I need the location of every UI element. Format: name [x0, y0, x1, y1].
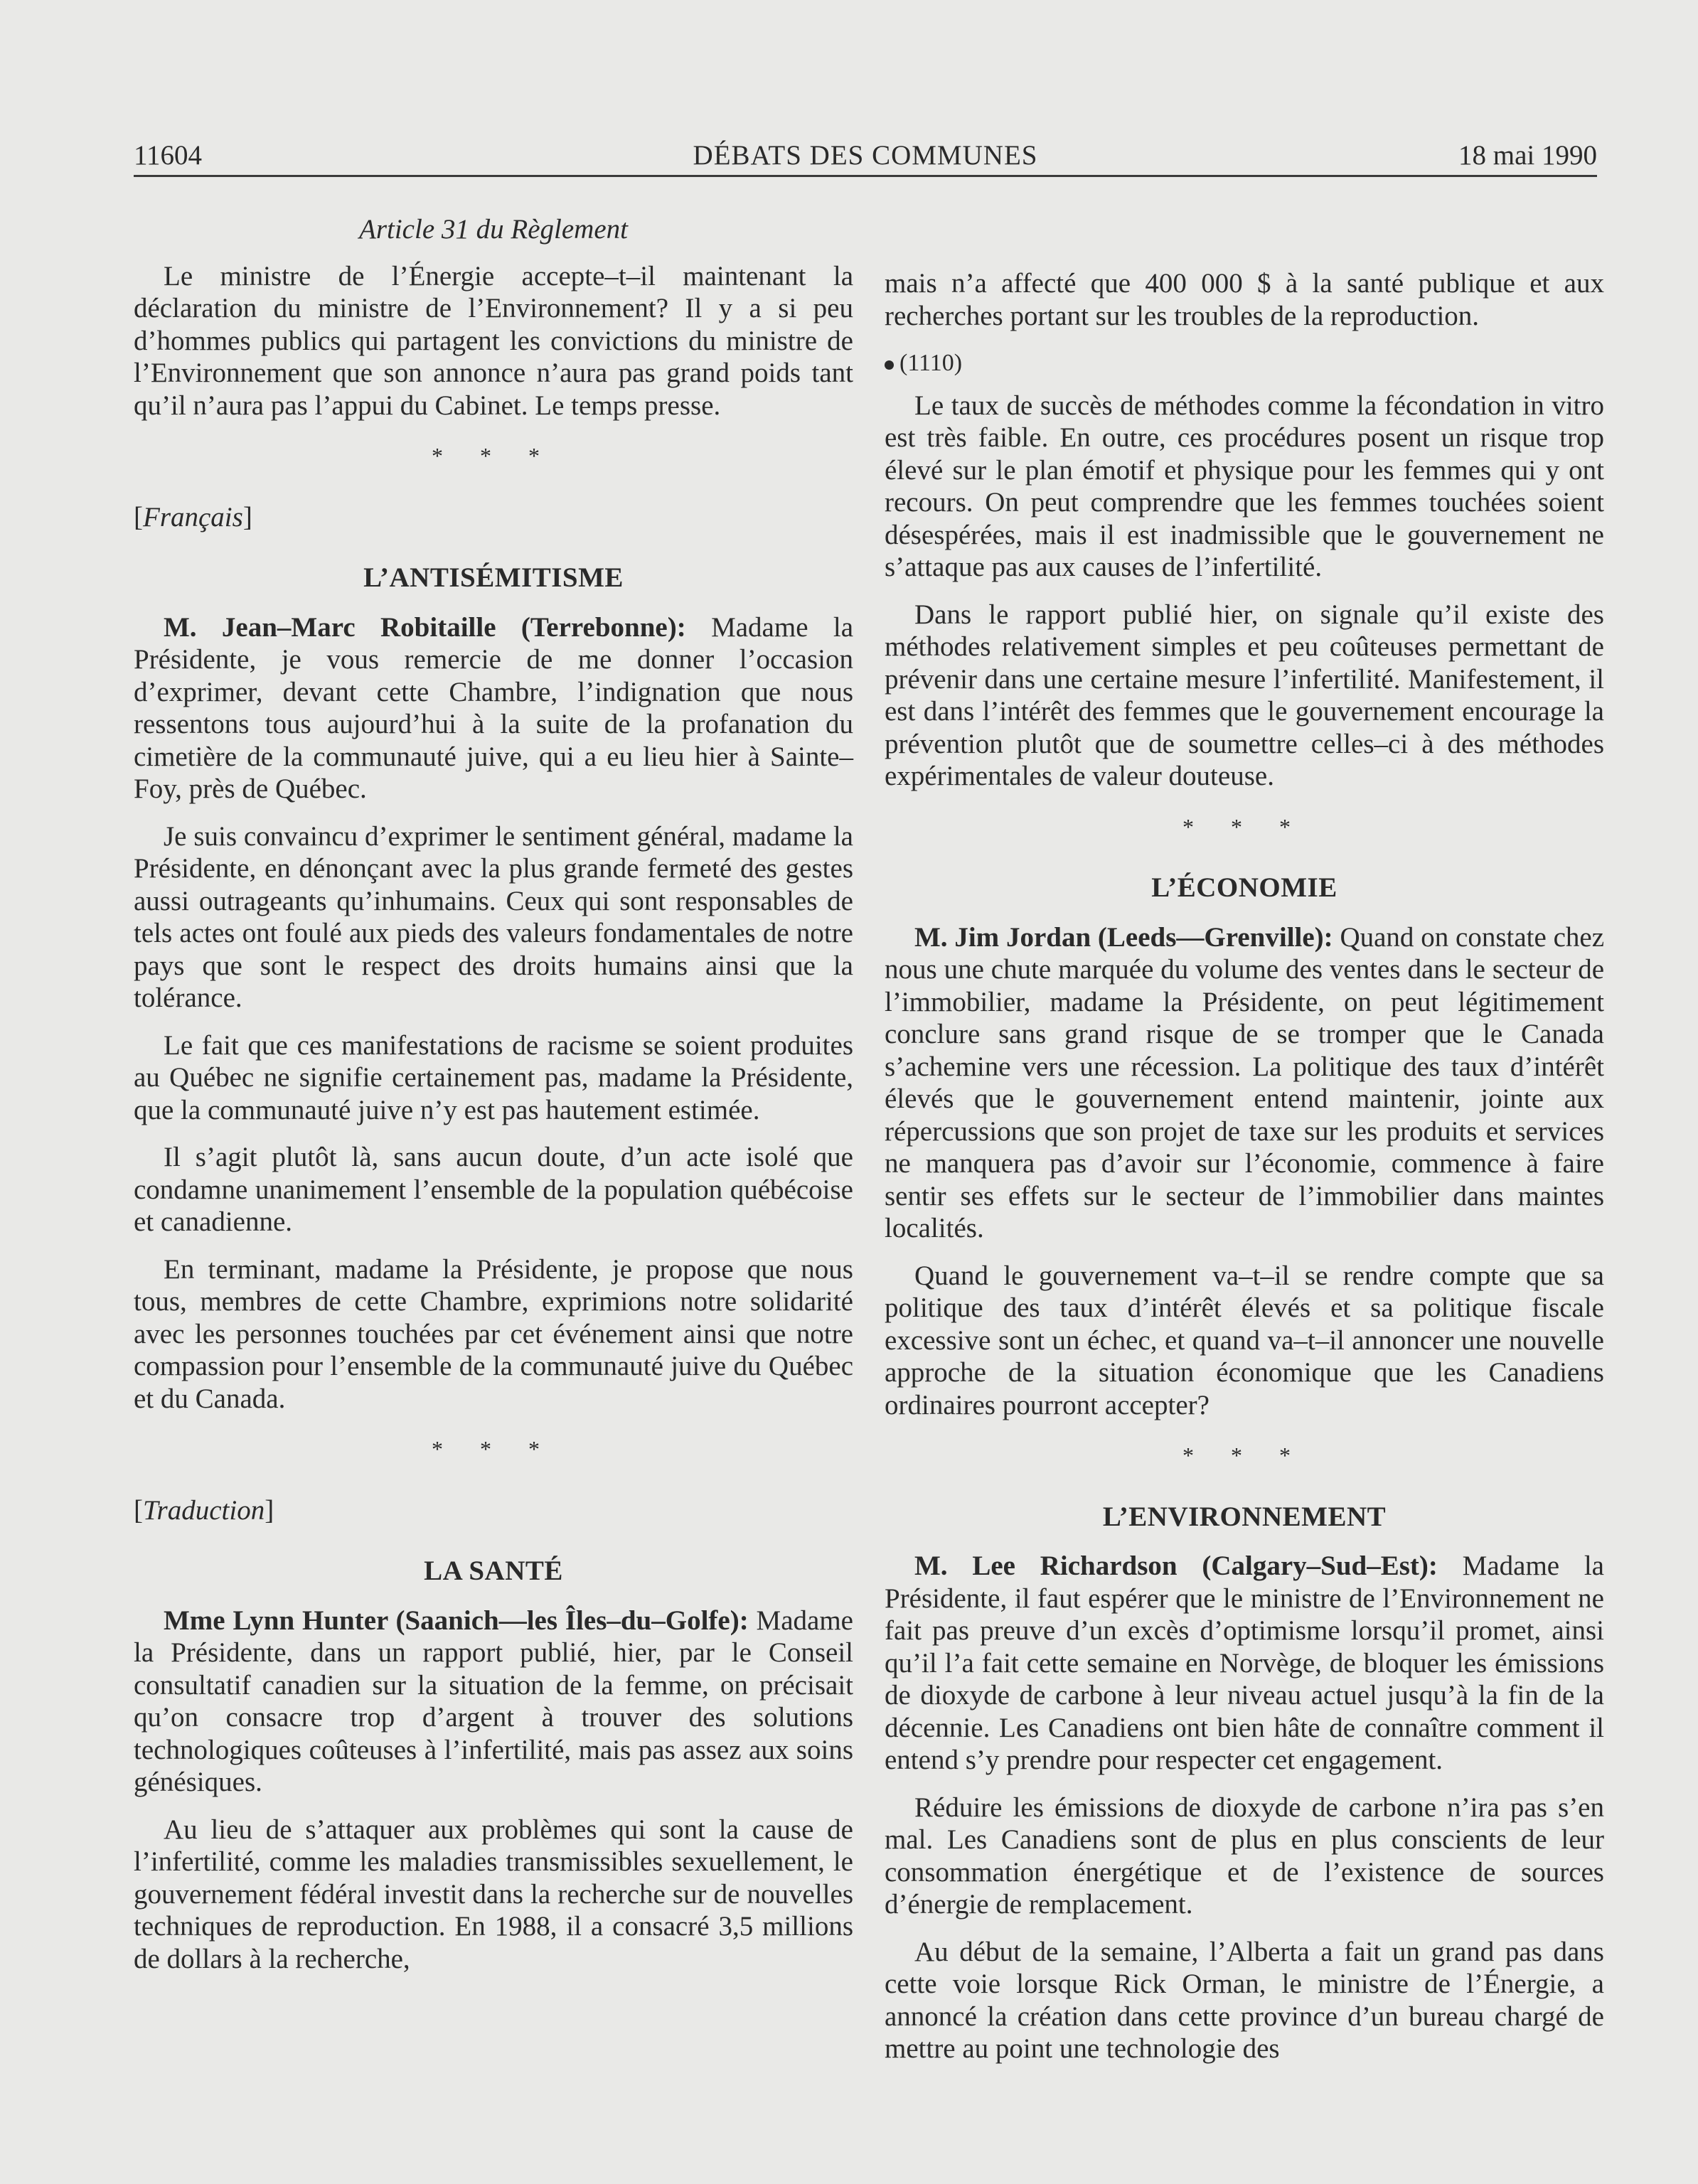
paragraph: [134, 1605, 853, 1799]
section-heading: L’ENVIRONNEMENT: [1102, 1501, 1387, 1532]
language-tag: [Français]: [134, 501, 252, 532]
paragraph: Au lieu de s’attaquer aux problèmes qui sont la cause de l’infertilité, comme les maladies transmissibles sexuellement, le gouvernement fédéral investit dans la recherche sur de nouvelles techniques de reproduction. En 1988, il a consacré 3,5 millions de dollars à la recherche,: [134, 1814, 853, 1974]
speaker-name: M. Lee Richardson (Calgary–Sud–Est):: [914, 1551, 1438, 1581]
page-number: 11604: [134, 140, 203, 171]
paragraph: Je suis convaincu d’exprimer le sentiment général, madame la Présidente, en dénonçant avec la plus grande fermeté des gestes aussi outrageants qu’inhumains. Ceux qui sont responsables de tels actes ont foulé aux pieds des valeurs fondamentales de notre pays que sont le respect des droits humains ainsi que la tolérance.: [134, 820, 853, 1013]
section-separator: * * *: [1182, 813, 1306, 840]
speech-text: Quand on constate chez nous une chute marquée du volume des ventes dans le secteur de l’immobilier, madame la Présidente, on peut légitimement conclure sans grand risque de se tromper que le Canada s’achemine vers une récession. La politique des taux d’intérêt élevés que le gouvernement entend maintenir, jointe aux répercussions que son projet de taxe sur les produits et services ne manquera pas d’avoir sur l’économie, commence à faire sentir ses effets sur le secteur de l’immobilier dans maintes localités.: [885, 921, 1605, 1243]
speaker-name: M. Jean–Marc Robitaille (Terrebonne):: [164, 611, 686, 643]
bullet-icon: [885, 360, 894, 370]
right-column: [885, 267, 1604, 2080]
section-heading: L’ANTISÉMITISME: [363, 562, 624, 593]
paragraph: mais n’a affecté que 400 000 $ à la santé publique et aux recherches portant sur les troubles de la reproduction.: [885, 268, 1604, 331]
left-column: [134, 213, 853, 1990]
paragraph: [885, 1550, 1604, 1777]
time-marker-text: (1110): [899, 350, 963, 376]
speech-text: Madame la Présidente, dans un rapport publié, hier, par le Conseil consultatif canadien sur la situation de la femme, on précisait qu’on consacre trop d’argent à trouver des solutions technologiques coûteuses à l’infertilité, mais pas assez aux soins génésiques.: [134, 1605, 853, 1797]
time-marker: [885, 347, 1604, 380]
section-heading: L’ÉCONOMIE: [1151, 872, 1337, 903]
language-label: Traduction: [143, 1494, 265, 1526]
paragraph: Dans le rapport publié hier, on signale qu’il existe des méthodes relativement simples et peu coûteuses permettant de prévenir dans une certaine mesure l’infertilité. Manifestement, il est dans l’intérêt des femmes que le gouvernement encourage la prévention plutôt que de soumettre celles–ci à des méthodes expérimentales de valeur douteuse.: [885, 599, 1604, 791]
section-separator: * * *: [1182, 1442, 1306, 1468]
paragraph: Quand le gouvernement va–t–il se rendre compte que sa politique des taux d’intérêt élevés et sa politique fiscale excessive sont un échec, et quand va–t–il annoncer une nouvelle approche de la situation économique que les Canadiens ordinaires pourront accepter?: [885, 1260, 1604, 1420]
speaker-name: Mme Lynn Hunter (Saanich—les Îles–du–Golfe):: [164, 1605, 749, 1636]
paragraph: [134, 611, 853, 805]
paragraph: Le ministre de l’Énergie accepte–t–il maintenant la déclaration du ministre de l’Environnement? Il y a si peu d’hommes publics qui partagent les convictions du ministre de l’Environnement que son annonce n’aura pas grand poids tant qu’il n’aura pas l’appui du Cabinet. Le temps presse.: [134, 260, 853, 421]
section-subhead: Article 31 du Règlement: [359, 214, 628, 245]
publication-date: 18 mai 1990: [1458, 140, 1597, 171]
language-tag: [Traduction]: [134, 1494, 274, 1526]
section-separator: * * *: [432, 1436, 555, 1462]
speech-text: Madame la Présidente, il faut espérer que le ministre de l’Environnement ne fait pas preuve d’un excès d’optimisme lorsqu’il promet, ainsi qu’il l’a fait cette semaine en Norvège, de bloquer les émissions de dioxyde de carbone à leur niveau actuel jusqu’à la fin de la décennie. Les Canadiens ont bien hâte de connaître comment il entend s’y prendre pour respecter cet engagement.: [885, 1551, 1604, 1775]
paragraph: Au début de la semaine, l’Alberta a fait un grand pas dans cette voie lorsque Rick Orman, le ministre de l’Énergie, a annoncé la création dans cette province d’un bureau chargé de mettre au point une technologie des: [885, 1936, 1604, 2064]
paragraph: Le fait que ces manifestations de racisme se soient produites au Québec ne signifie certainement pas, madame la Présidente, que la communauté juive n’y est pas hautement estimée.: [134, 1029, 853, 1125]
paragraph: En terminant, madame la Présidente, je propose que nous tous, membres de cette Chambre, exprimions notre solidarité avec les personnes touchées par cet événement ainsi que notre compassion pour l’ensemble de la communauté juive du Québec et du Canada.: [134, 1253, 853, 1414]
speaker-name: M. Jim Jordan (Leeds—Grenville):: [914, 921, 1333, 953]
page-header: [134, 139, 1597, 177]
section-heading: LA SANTÉ: [424, 1556, 563, 1586]
speech-text: Madame la Présidente, je vous remercie de me donner l’occasion d’exprimer, devant cette Chambre, l’indignation que nous ressentons tous aujourd’hui à la suite de la profanation du cimetière de la communauté juive, qui a eu lieu hier à Sainte–Foy, près de Québec.: [134, 611, 854, 804]
paragraph: [885, 921, 1604, 1245]
paragraph: Le taux de succès de méthodes comme la fécondation in vitro est très faible. En outre, ces procédures posent un risque trop élevé sur le plan émotif et physique pour les femmes qui y ont recours. On peut comprendre que les femmes touchées soient désespérées, mais il est inadmissible que le gouvernement ne s’attaque pas aux causes de l’infertilité.: [885, 390, 1604, 582]
paragraph: Réduire les émissions de dioxyde de carbone n’ira pas s’en mal. Les Canadiens sont de plus en plus conscients de leur consommation énergétique et de l’existence de sources d’énergie de remplacement.: [885, 1792, 1604, 1920]
paragraph: Il s’agit plutôt là, sans aucun doute, d’un acte isolé que condamne unanimement l’ensemble de la population québécoise et canadienne.: [134, 1142, 853, 1237]
language-label: Français: [143, 501, 243, 532]
publication-title: DÉBATS DES COMMUNES: [693, 140, 1038, 171]
section-separator: * * *: [432, 443, 555, 469]
